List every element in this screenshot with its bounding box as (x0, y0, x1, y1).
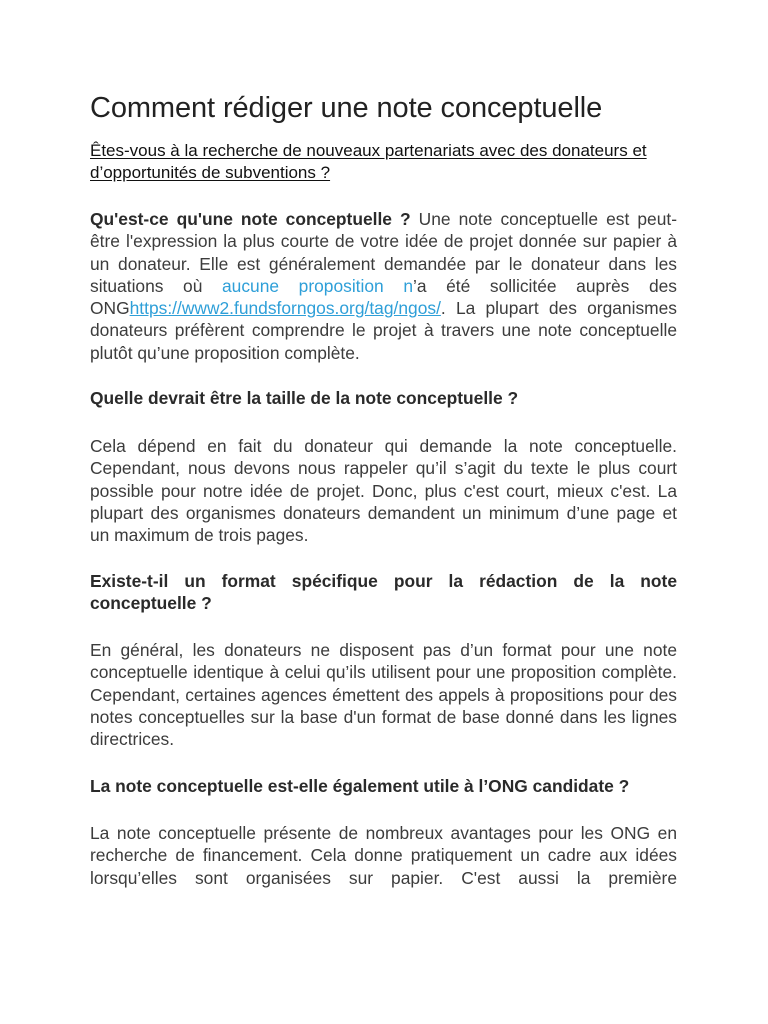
page-subtitle: Êtes-vous à la recherche de nouveaux partenariats avec des donateurs et d’opportunités de subventions ? (90, 141, 647, 182)
paragraph-specific-format: En général, les donateurs ne disposent pas d’un format pour une note conceptuelle identique à celui qu’ils utilisent pour une proposition complète. Cependant, certaines agences émettent des appels à propositions pour des notes conceptuelles sur la base d'un format de base donné dans les lignes directrices. (90, 640, 677, 750)
section1-lead: Qu'est-ce qu'une note conceptuelle ? (90, 209, 411, 229)
paragraph-useful-for-ngo: La note conceptuelle présente de nombreux avantages pour les ONG en recherche de financement. Cela donne pratiquement un cadre aux idées lorsqu’elles sont organisées sur papier. C'est aussi la première (90, 823, 677, 888)
paragraph-note-size: Cela dépend en fait du donateur qui demande la note conceptuelle. Cependant, nous devons nous rappeler qu’il s’agit du texte le plus court possible pour notre idée de projet. Donc, plus c'est court, mieux c'est. La plupart des organismes donateurs demandent un minimum d’une page et un maximum de trois pages. (90, 436, 677, 546)
section1-text-part2: ’a été sollicitée auprès des ONG (90, 275, 677, 319)
paragraph-what-is-concept-note (90, 208, 677, 364)
link-aucune-proposition[interactable]: aucune proposition n (222, 275, 413, 296)
link-fundsforngos-url[interactable]: https://www2.fundsforngos.org/tag/ngos/ (129, 298, 441, 319)
section1-text-part3: . La plupart des organismes donateurs préfèrent comprendre le projet à travers une note conceptuelle plutôt qu’une proposition complète. (90, 298, 677, 363)
section1-text-part1: Une note conceptuelle est peut-être l'expression la plus courte de votre idée de projet donnée sur papier à un donateur. Elle est généralement demandée par le donateur dans les situations où (90, 209, 677, 296)
heading-specific-format: Existe-t-il un format spécifique pour la rédaction de la note conceptuelle ? (90, 571, 677, 614)
heading-useful-for-ngo: La note conceptuelle est-elle également utile à l’ONG candidate ? (90, 776, 630, 796)
page-title: Comment rédiger une note conceptuelle (90, 92, 603, 124)
heading-note-size: Quelle devrait être la taille de la note conceptuelle ? (90, 388, 519, 408)
